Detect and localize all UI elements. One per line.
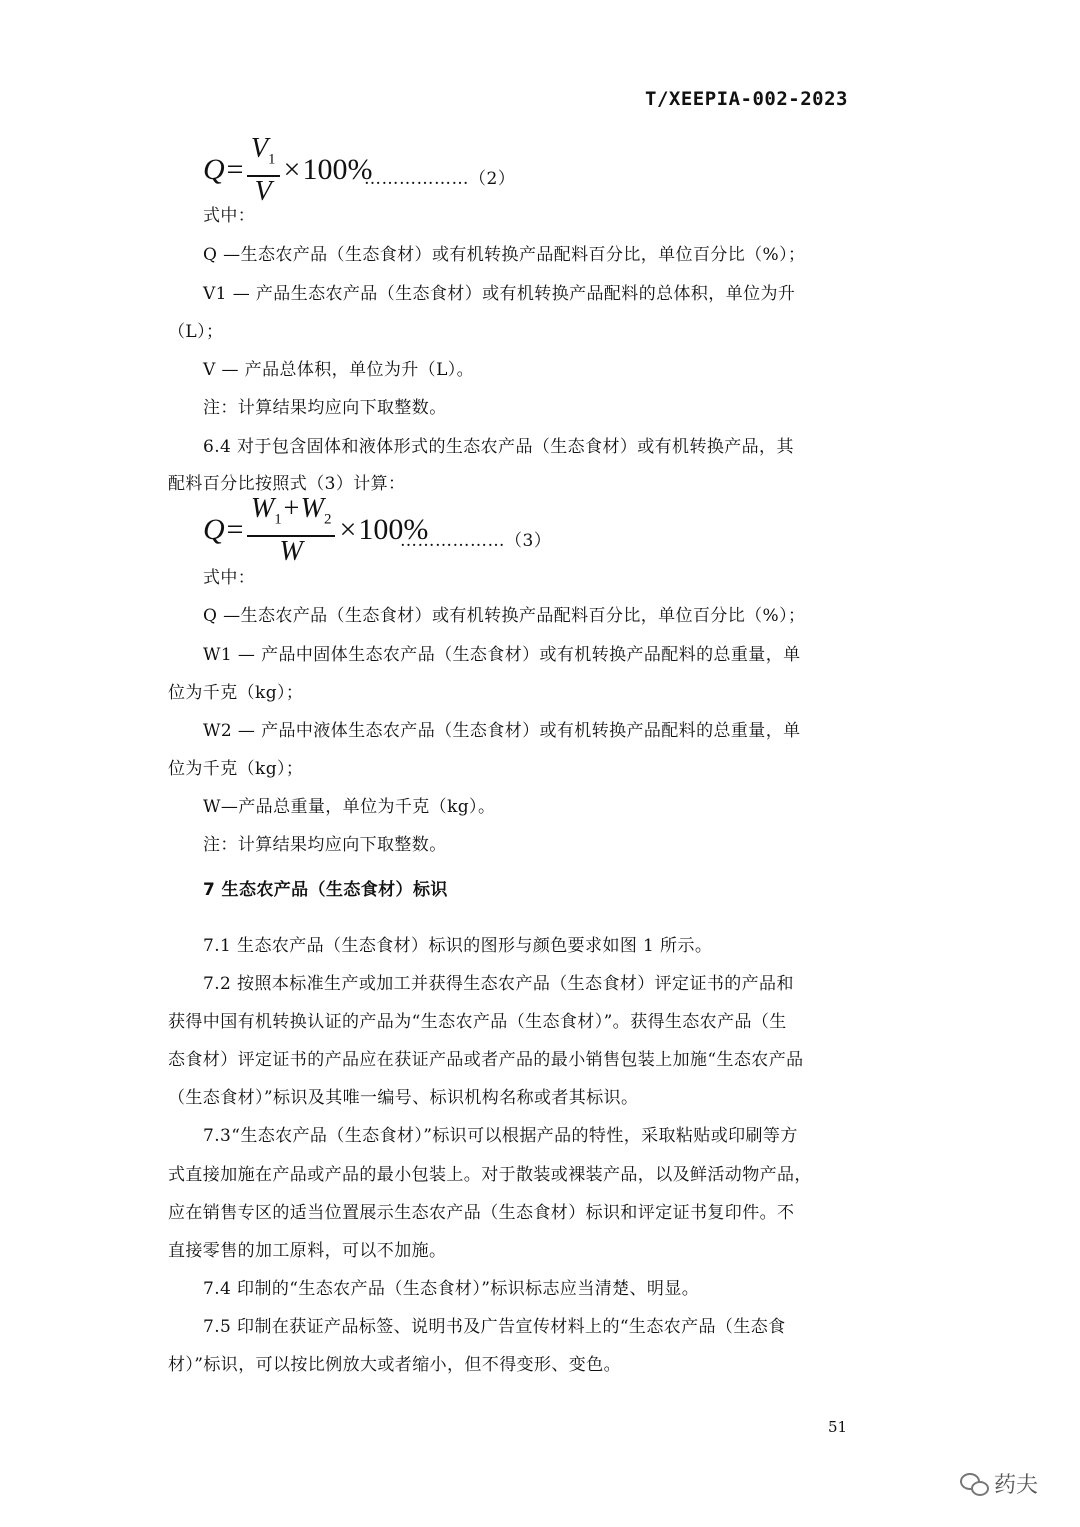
paragraph-line: 位为千克（kg）； <box>168 683 304 703</box>
clause-7-3: 7.3“生态农产品（生态食材）”标识可以根据产品的特性，采取粘贴或印刷等方 <box>203 1126 798 1146</box>
document-id: T/XEEPIA-002-2023 <box>645 88 848 110</box>
formula-3-denominator: W <box>279 535 303 567</box>
paragraph-line: W2 — 产品中液体生态农产品（生态食材）或有机转换产品配料的总重量，单 <box>203 721 801 741</box>
formula-2-numerator: $V_1$ <box>250 133 276 168</box>
watermark <box>960 1468 1038 1499</box>
formula-3-reference: ………………（3） <box>400 531 552 551</box>
paragraph-line: 配料百分比按照式（3）计算： <box>168 474 406 494</box>
paragraph-line: Q —生态农产品（生态食材）或有机转换产品配料百分比，单位百分比（%）； <box>203 606 806 626</box>
formula-3-percent: 100% <box>358 513 429 547</box>
paragraph-line: 态食材）评定证书的产品应在获证产品或者产品的最小销售包装上加施“生态农产品 <box>168 1050 804 1070</box>
paragraph-line: V — 产品总体积，单位为升（L）。 <box>203 360 475 380</box>
formula-3-numerator: $W_1+W_2$ <box>250 493 332 528</box>
paragraph-line: 获得中国有机转换认证的产品为“生态农产品（生态食材）”。获得生态农产品（生 <box>168 1012 787 1032</box>
clause-7-4: 7.4 印制的“生态农产品（生态食材）”标识标志应当清楚、明显。 <box>203 1279 700 1299</box>
note-line: 注：计算结果均应向下取整数。 <box>203 835 447 855</box>
paragraph-line: 直接零售的加工原料，可以不加施。 <box>168 1241 447 1261</box>
paragraph-line: （生态食材）”标识及其唯一编号、标识机构名称或者其标识。 <box>168 1088 639 1108</box>
formula-2-denominator: V <box>254 175 272 207</box>
paragraph-line: 式中： <box>203 206 256 226</box>
watermark-text: 药夫 <box>994 1473 1039 1498</box>
formula-3-times: × <box>339 513 357 547</box>
clause-7-2: 7.2 按照本标准生产或加工并获得生态农产品（生态食材）评定证书的产品和 <box>203 974 794 994</box>
formula-2 <box>203 134 372 207</box>
paragraph-line: 应在销售专区的适当位置展示生态农产品（生态食材）标识和评定证书复印件。不 <box>168 1203 795 1223</box>
formula-2-percent: 100% <box>302 153 373 187</box>
paragraph-line: W1 — 产品中固体生态农产品（生态食材）或有机转换产品配料的总重量，单 <box>203 645 801 665</box>
formula-2-fraction <box>247 134 280 207</box>
clause-6-4: 6.4 对于包含固体和液体形式的生态农产品（生态食材）或有机转换产品，其 <box>203 437 794 457</box>
formula-3 <box>203 494 428 567</box>
section-heading-7: 7 生态农产品（生态食材）标识 <box>203 880 448 900</box>
paragraph-line: 位为千克（kg）； <box>168 759 304 779</box>
paragraph-line: W—产品总重量，单位为千克（kg）。 <box>203 797 496 817</box>
wechat-icon <box>960 1473 988 1495</box>
clause-7-1: 7.1 生态农产品（生态食材）标识的图形与颜色要求如图 1 所示。 <box>203 936 713 956</box>
formula-2-times: × <box>283 153 301 187</box>
formula-3-fraction <box>247 494 336 567</box>
clause-7-5: 7.5 印制在获证产品标签、说明书及广告宣传材料上的“生态农产品（生态食 <box>203 1317 786 1337</box>
paragraph-line: 材）”标识，可以按比例放大或者缩小，但不得变形、变色。 <box>168 1355 621 1375</box>
paragraph-line: （L）； <box>168 322 224 342</box>
paragraph-line: 式中： <box>203 568 256 588</box>
paragraph-line: Q —生态农产品（生态食材）或有机转换产品配料百分比，单位百分比（%）； <box>203 245 806 265</box>
note-line: 注：计算结果均应向下取整数。 <box>203 398 447 418</box>
paragraph-line: V1 — 产品生态农产品（生态食材）或有机转换产品配料的总体积，单位为升 <box>203 284 796 304</box>
page-number: 51 <box>828 1418 848 1436</box>
formula-2-lhs: Q= <box>203 153 245 187</box>
formula-2-reference: ………………（2） <box>364 169 516 189</box>
paragraph-line: 式直接加施在产品或产品的最小包装上。对于散装或裸装产品，以及鲜活动物产品， <box>168 1165 812 1185</box>
formula-3-lhs: Q= <box>203 513 245 547</box>
